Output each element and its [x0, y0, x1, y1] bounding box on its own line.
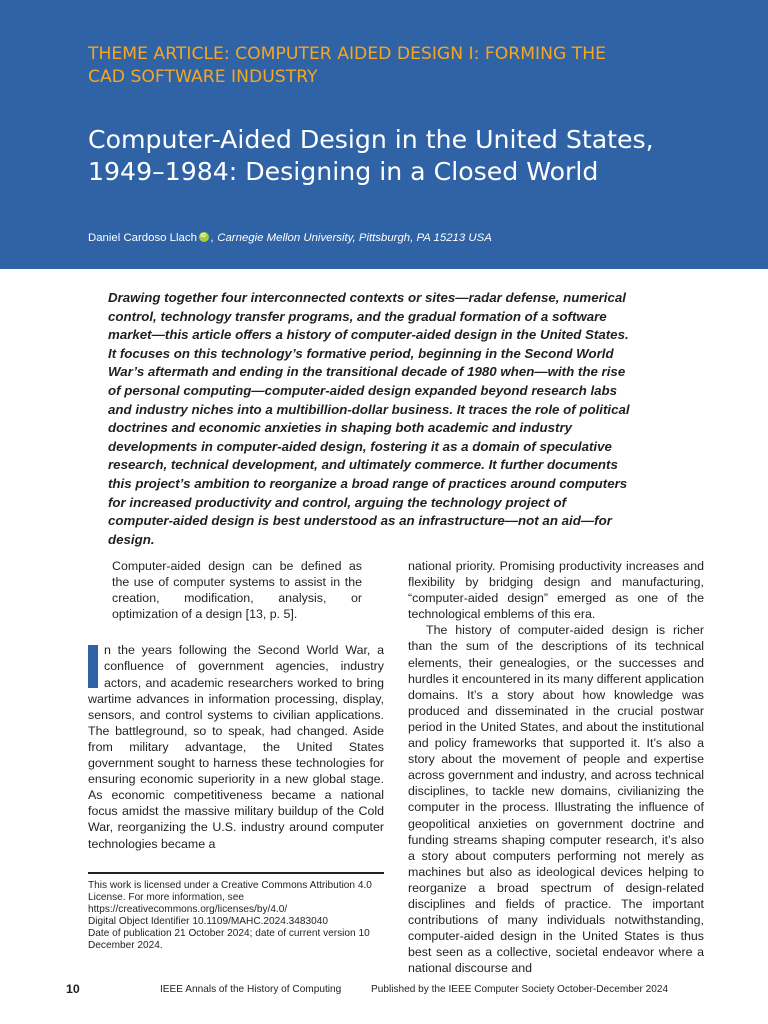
- footnote-rule: [88, 872, 384, 874]
- intro-paragraph: [88, 642, 384, 851]
- orcid-icon[interactable]: [199, 232, 209, 242]
- right-paragraph-1: national priority. Promising productivity increases and flexibility by bridging design and manufacturing, “computer-aided design” emerged as one of the technological emblems of this era.: [408, 559, 704, 622]
- license-footnote: [88, 880, 384, 953]
- journal-name: IEEE Annals of the History of Computing: [160, 984, 342, 995]
- publisher: Published by the IEEE Computer Society: [371, 984, 555, 995]
- right-paragraph-2: The history of computer-aided design is richer than the sum of the descriptions of its technical elements, their genealogies, or the successes and hurdles it encountered in its many different application domains. It’s a story about how knowledge was produced and disseminated in the crucial postwar period in the United States, and about the institutional and policy frameworks that supported it. It’s also a story about the movement of people and expertise across government and industry, and across technical disciplines, to tackle new domains, civilianizing the computer in the process. Illustrating the influence of geopolitical anxieties on government doctrine and funding streams shaping computer research, it’s also a story about computers performing not merely as machines but also as ideological devices helping to reorganize a broad spectrum of design-related disciplines and fields of practice. The important contributions of many individuals notwithstanding, computer-aided design in the United States is thus best seen as a collective, societal endeavor where a national discourse and: [408, 623, 704, 976]
- author-name: Daniel Cardoso Llach: [88, 232, 197, 244]
- issue-date: October-December 2024: [557, 984, 669, 995]
- theme-label: THEME ARTICLE: COMPUTER AIDED DESIGN I: FORMING THE CAD SOFTWARE INDUSTRY: [88, 44, 607, 87]
- doi-text: Digital Object Identifier 10.1109/MAHC.2024.3483040: [88, 916, 328, 928]
- pullquote: Computer-aided design can be defined as the use of computer systems to assist in the creation, modification, analysis, or optimization of a design [13, p. 5].: [112, 559, 362, 622]
- left-column: [88, 558, 384, 852]
- page-number: 10: [66, 982, 80, 996]
- byline: [88, 231, 728, 245]
- article-title: Computer-Aided Design in the United States, 1949–1984: Designing in a Closed World: [88, 125, 654, 186]
- author-affiliation: , Carnegie Mellon University, Pittsburgh, PA 15213 USA: [210, 232, 492, 244]
- right-column: [408, 558, 704, 976]
- publication-dates: Date of publication 21 October 2024; date of current version 10 December 2024.: [88, 928, 370, 952]
- drop-cap: [88, 645, 98, 688]
- intro-paragraph-text: n the years following the Second World War, a confluence of government agencies, industry actors, and academic researchers worked to bring wartime advances in information processing, display, sensors, and control systems to civilian applications. The battleground, so to speak, had changed. Aside from military advantage, the United States government sought to harness these technologies for ensuring economic superiority in a new global stage. As economic competitiveness became a national focus amidst the massive military buildup of the Cold War, reorganizing the U.S. industry around computer technologies became a: [88, 643, 384, 851]
- abstract-text: Drawing together four interconnected contexts or sites—radar defense, numerical control, technology transfer programs, and the gradual formation of a software market—this article offers a history of computer-aided design in the United States. It focuses on this technology’s formative period, beginning in the Second World War’s aftermath and ending in the transitional decade of 1980 when—with the rise of personal computing—computer-aided design expanded beyond research labs and industry niches into a multibillion-dollar business. It traces the role of political doctrines and economic anxieties in shaping both academic and industry developments in computer-aided design, fostering it as a domain of speculative research, technical development, and ultimately commerce. It further documents this project’s ambition to reorganize a broad range of practices around computers for increased productivity and control, arguing the technology project of computer-aided design is best understood as an infrastructure—not an aid—for design.: [108, 290, 630, 547]
- abstract: [108, 289, 634, 549]
- page-footer: [0, 982, 768, 1002]
- license-text: This work is licensed under a Creative Commons Attribution 4.0 License. For more information, see https://creativecommons.org/licenses/by/4.0/: [88, 880, 372, 916]
- drop-cap-letter: I: [88, 645, 89, 647]
